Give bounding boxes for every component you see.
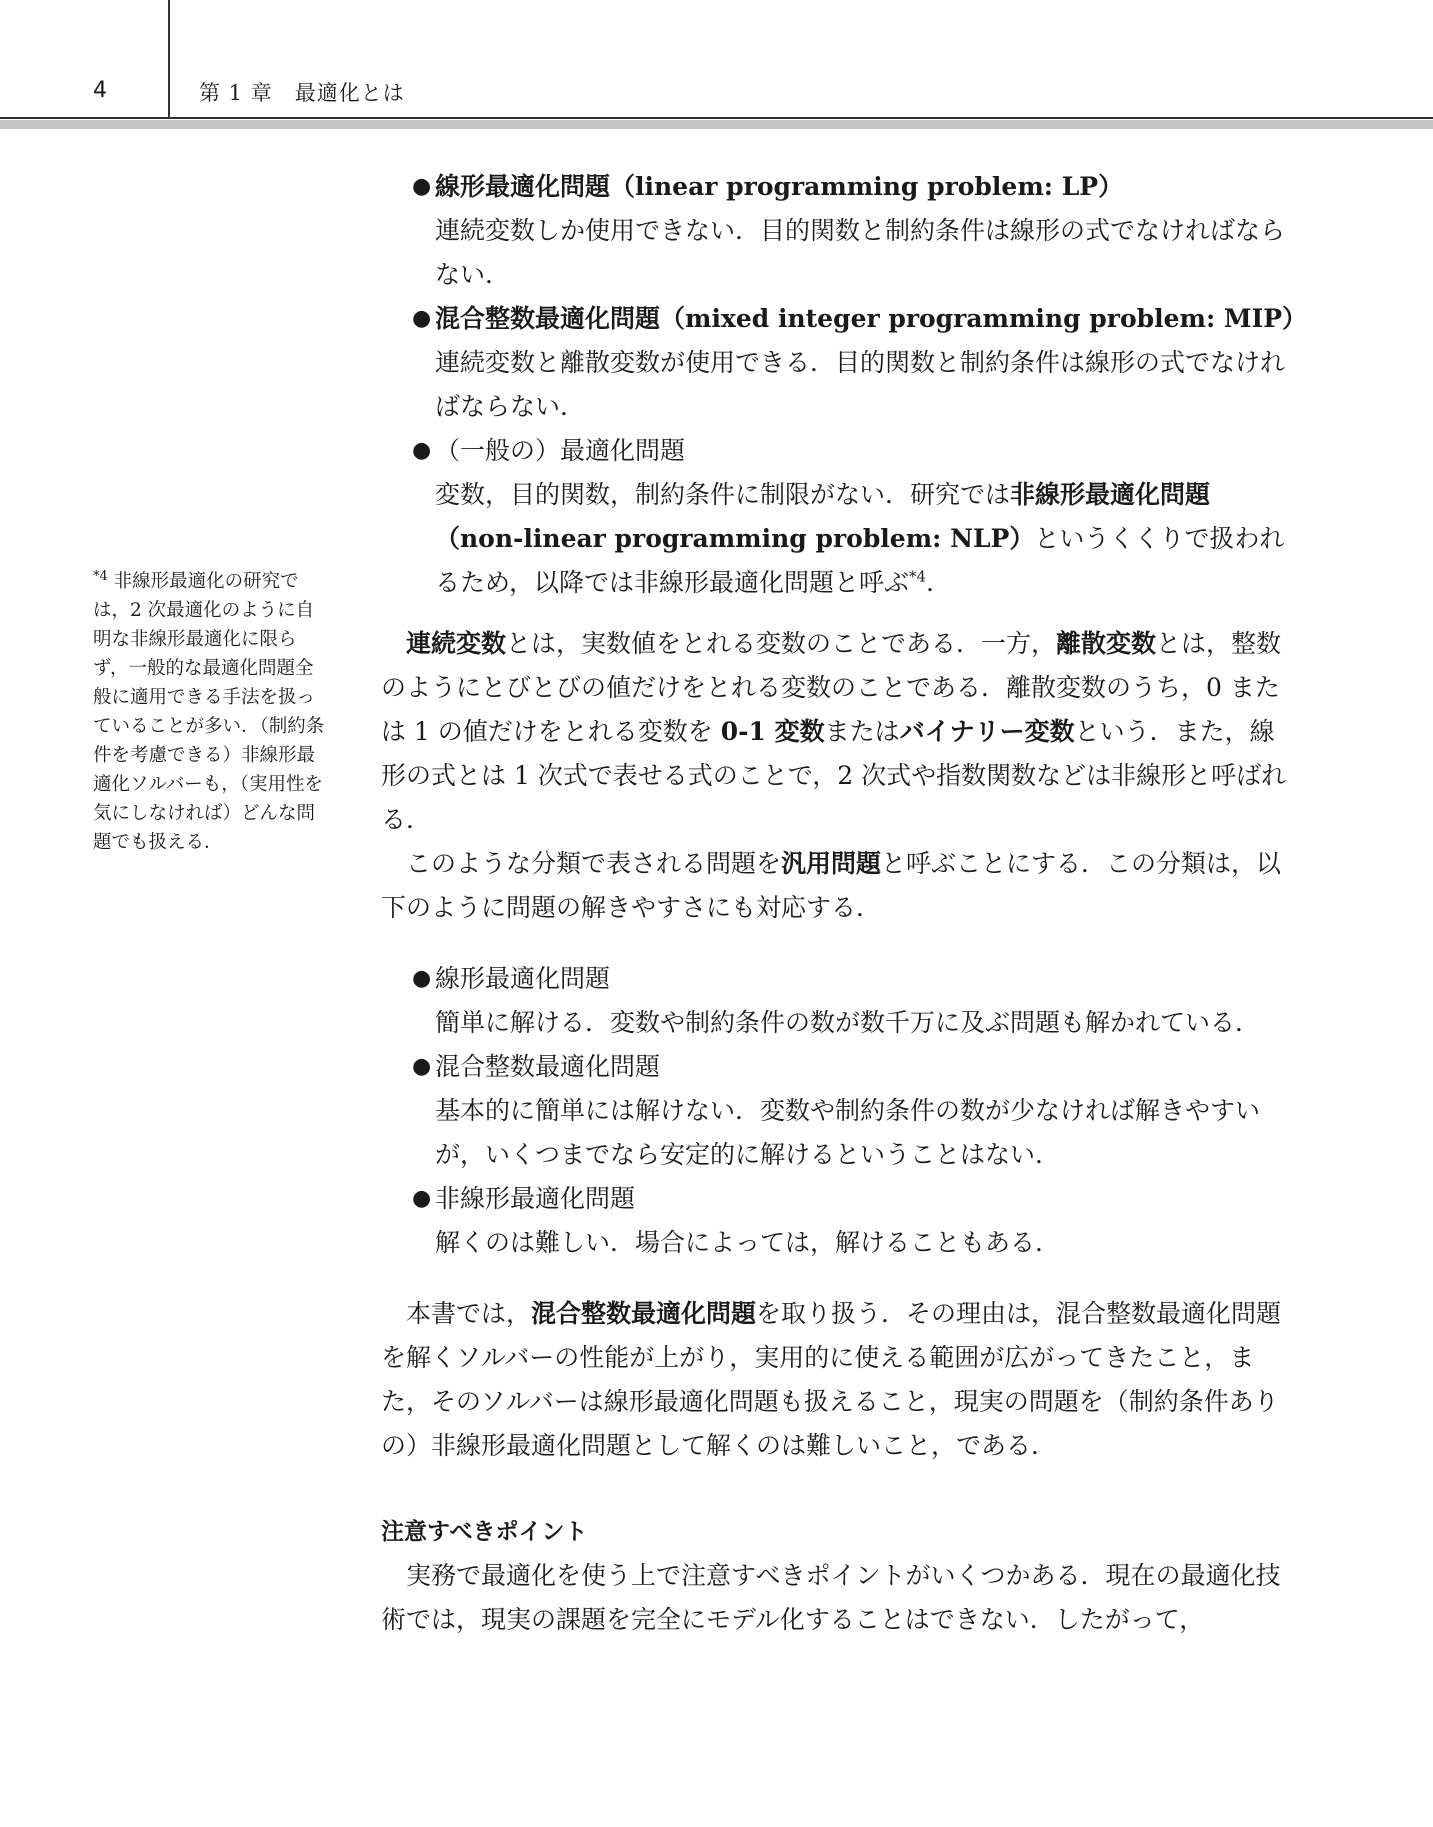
bullet-icon: ●: [412, 966, 432, 991]
paragraph-classification: このような分類で表される問題を汎用問題と呼ぶことにする．この分類は，以下のように問題の解きやすさにも対応する．: [381, 849, 1282, 922]
bullet-icon: ●: [412, 306, 432, 331]
footnote-text: 非線形最適化の研究では，2 次最適化のように自明な非線形最適化に限らず，一般的な最適化問題全般に適用できる手法を扱っていることが多い．（制約条件を考慮できる）非線形最適化ソルバーも，（実用性を気にしなければ）どんな問題でも扱える．: [93, 571, 325, 853]
footnote-4: [93, 567, 330, 857]
bullet-icon: ●: [412, 438, 432, 463]
bullet-icon: ●: [412, 174, 432, 199]
item-term: 混合整数最適化問題: [435, 1052, 661, 1081]
chapter-title: 第 1 章 最適化とは: [199, 81, 405, 105]
list-item: [381, 165, 1291, 297]
section-heading: 注意すべきポイント: [381, 1519, 588, 1545]
item-description: 変数，目的関数，制約条件に制限がない．研究では非線形最適化問題（non-linear programming problem: NLP）というくくりで扱われるため，以降では非線形最適化問題と呼ぶ$^{*4}$．: [435, 480, 1285, 597]
main-text: [381, 165, 1308, 1642]
header-divider: [168, 0, 170, 118]
item-description: 連続変数と離散変数が使用できる．目的関数と制約条件は線形の式でなければならない．: [435, 348, 1286, 421]
list-item: [381, 297, 1308, 429]
list-item: [381, 429, 1291, 605]
footnote-mark: *4: [93, 568, 108, 584]
item-description: 連続変数しか使用できない．目的関数と制約条件は線形の式でなければならない．: [435, 216, 1286, 289]
difficulty-list: [381, 957, 1291, 1265]
list-item: [381, 1177, 1291, 1265]
bullet-icon: ●: [412, 1054, 432, 1079]
item-term: 混合整数最適化問題（mixed integer programming problem: MIP）: [435, 304, 1308, 333]
paragraph-points: 実務で最適化を使う上で注意すべきポイントがいくつかある．現在の最適化技術では，現実の課題を完全にモデル化することはできない．したがって，: [381, 1561, 1281, 1634]
item-description: 基本的に簡単には解けない．変数や制約条件の数が少なければ解きやすいが，いくつまでなら安定的に解けるということはない．: [435, 1096, 1261, 1169]
page-header: [0, 0, 1433, 118]
header-shade-bar: [0, 120, 1433, 129]
list-item: [381, 957, 1291, 1045]
item-term: 線形最適化問題: [435, 964, 611, 993]
page-number: 4: [93, 78, 107, 103]
item-term: 線形最適化問題（linear programming problem: LP）: [435, 172, 1124, 201]
item-term: （一般の）最適化問題: [435, 436, 686, 465]
footnote-ref: *4: [909, 567, 927, 586]
list-item: [381, 1045, 1291, 1177]
item-description: 解くのは難しい．場合によっては，解けることもある．: [435, 1228, 1061, 1257]
paragraph-variables: 連続変数とは，実数値をとれる変数のことである．一方，離散変数とは，整数のようにとびとびの値だけをとれる変数のことである．離散変数のうち，0 または 1 の値だけをとれる変数を 0-1 変数またはバイナリー変数という．また，線形の式とは 1 次式で表せる式のことで，2 次式や指数関数などは非線形と呼ばれる．: [381, 629, 1287, 834]
problem-type-list: [381, 165, 1308, 605]
header-rule: [0, 117, 1433, 119]
paragraph-scope: 本書では，混合整数最適化問題を取り扱う．その理由は，混合整数最適化問題を解くソルバーの性能が上がり，実用的に使える範囲が広がってきたこと，また，そのソルバーは線形最適化問題も扱えること，現実の問題を（制約条件ありの）非線形最適化問題として解くのは難しいこと，である．: [381, 1299, 1282, 1460]
item-term: 非線形最適化問題: [435, 1184, 636, 1213]
bullet-icon: ●: [412, 1186, 432, 1211]
item-description: 簡単に解ける．変数や制約条件の数が数千万に及ぶ問題も解かれている．: [435, 1008, 1261, 1037]
